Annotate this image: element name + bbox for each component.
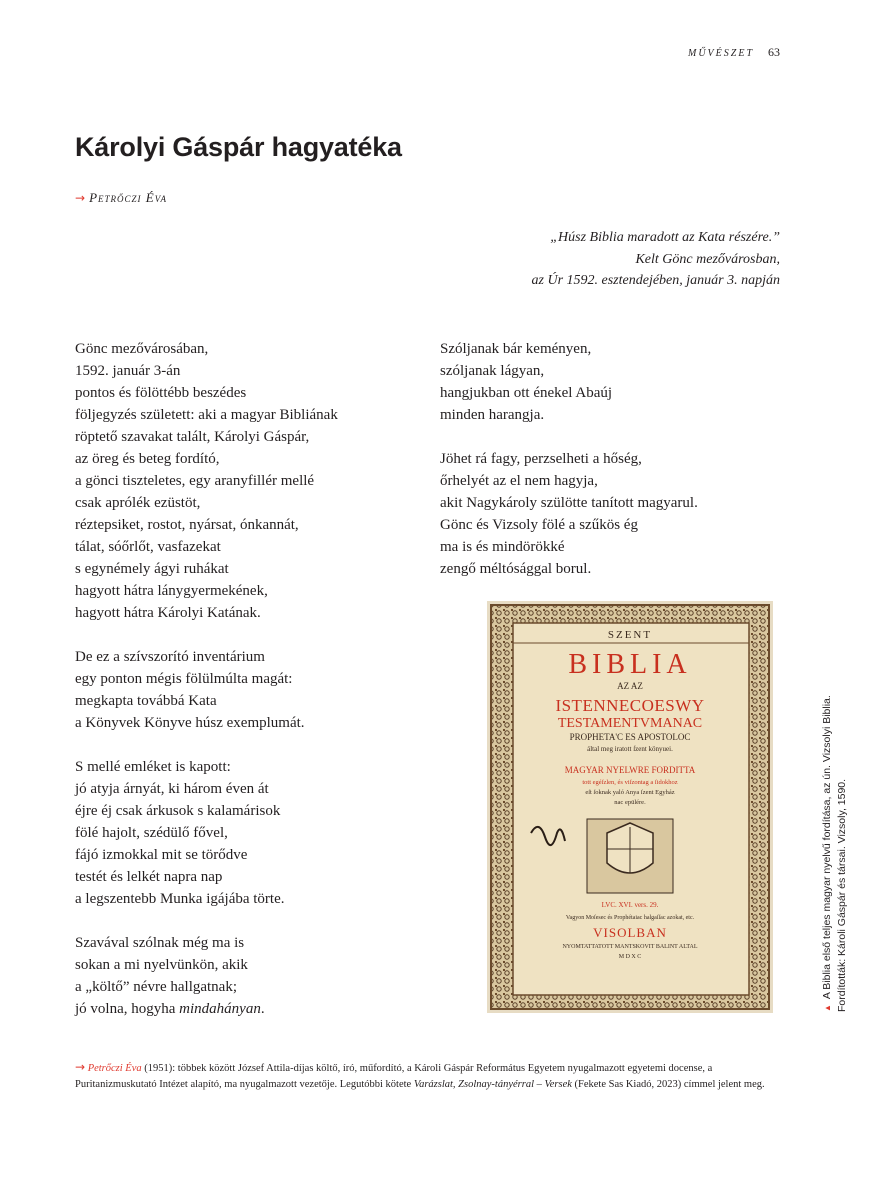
bible-title-page-image <box>487 601 773 1013</box>
poem-line: őrhelyét az el nem hagyja, <box>440 473 598 489</box>
fig-line: Vagyon Moſesec és Prophétaiac halgaſſac azokat, etc. <box>565 915 695 921</box>
author-footnote <box>75 1059 785 1093</box>
article-title: Károlyi Gáspár hagyatéka <box>75 132 402 162</box>
fig-line: BIBLIA <box>568 649 692 680</box>
footnote-text: (1951): többek között József Attila-díjas költő, író, műfordító, a Károli Gáspár Református Egyetem nyugalmazott egyetemi docense, a Puritanizmuskutató Intézet alapító, ma nyugalmazott vezetője. Legutóbbi kötete <box>75 1063 713 1090</box>
stanza <box>440 448 780 580</box>
poem-line: éjre éj csak árkusok s kalamárisok <box>75 803 281 819</box>
poem-line: röptető szavakat talált, Károlyi Gáspár, <box>75 429 310 445</box>
poem-line: minden harangja. <box>440 407 545 423</box>
bible-title-page-illustration <box>487 601 773 1013</box>
poem-line <box>75 998 415 1020</box>
poem-line: testét és lelkét napra nap <box>75 869 223 885</box>
poem-line: S mellé emléket is kapott: <box>75 759 231 775</box>
fig-line: M D X C <box>618 954 642 960</box>
poem-line: a legszentebb Munka igájába törte. <box>75 891 285 907</box>
poem-line: tálat, sóőrlőt, vasfazekat <box>75 539 221 555</box>
poem-line: a Könyvek Könyve húsz exemplumát. <box>75 715 305 731</box>
poem-line-period: . <box>260 1001 265 1017</box>
running-head <box>688 45 780 60</box>
poem-line: egy ponton mégis fölülmúlta magát: <box>75 671 293 687</box>
footnote-book-title: Varázslat, Zsolnay-tányérral – Versek <box>413 1079 572 1090</box>
epigraph-line: Kelt Gönc mezővárosban, <box>635 251 780 267</box>
fig-line: tott egéſzlen, és viſzontag a ſidokhoz <box>582 779 678 786</box>
poem-line: Szóljanak bár keményen, <box>440 341 592 357</box>
poem-line: Jöhet rá fagy, perzselheti a hőség, <box>440 451 642 467</box>
poem-line: Gönc és Vizsoly fölé a szűkös ég <box>440 517 638 533</box>
poem-line: Gönc mezővárosában, <box>75 341 209 357</box>
footnote-text-end: (Fekete Sas Kiadó, 2023) címmel jelent meg. <box>571 1079 765 1090</box>
author-byline <box>75 190 167 206</box>
stanza <box>440 338 780 426</box>
poem-line-emphasis: mindahányan <box>179 1001 261 1017</box>
poem-line: zengő méltósággal borul. <box>440 561 592 577</box>
poem-line-text: jó volna, hogyha <box>75 1001 180 1017</box>
poem-line: 1592. január 3-án <box>75 363 181 379</box>
poem-column-left <box>75 338 415 1042</box>
poem-line: az öreg és beteg fordító, <box>75 451 220 467</box>
poem-line: hagyott hátra Károlyi Katának. <box>75 605 261 621</box>
stanza <box>75 338 415 624</box>
poem-line: csak aprólék ezüstöt, <box>75 495 201 511</box>
poem-line: Szavával szólnak még ma is <box>75 935 245 951</box>
stanza <box>75 646 415 734</box>
fig-line: ISTENNECOESWY <box>555 696 705 715</box>
stanza <box>75 932 415 1020</box>
poem-line: s egynémely ágyi ruhákat <box>75 561 229 577</box>
fig-line: által meg iratott ſzent könyuei. <box>587 745 673 753</box>
poem-line: a „költő” névre hallgatnak; <box>75 979 238 995</box>
author-name: Petrőczi Éva <box>89 190 168 205</box>
footnote-author-name: Petrőczi Éva <box>87 1063 142 1074</box>
fig-line: SZENT <box>607 629 653 641</box>
poem-line: jó atyja árnyát, ki három éven át <box>75 781 269 797</box>
fig-line: LVC. XVI. vers. 29. <box>601 901 659 909</box>
caption-text: A Biblia első teljes magyar nyelvű fordítása, az ún. Vizsolyi Biblia. <box>821 695 833 1000</box>
poem-line: ma is és mindörökké <box>440 539 565 555</box>
poem-line: pontos és fölöttébb beszédes <box>75 385 247 401</box>
poem-line: hangjukban ott énekel Abaúj <box>440 385 613 401</box>
poem-line: följegyzés született: aki a magyar Bibliának <box>75 407 338 423</box>
fig-line: nac epülére. <box>614 799 646 806</box>
poem-line: akit Nagykároly szülötte tanított magyarul. <box>440 495 698 511</box>
poem-line: sokan a mi nyelvünkön, akik <box>75 957 248 973</box>
fig-line: eſt ſoknak yaló Anya ſzent Egyház <box>585 789 675 796</box>
poem-line: a gönci tiszteletes, egy aranyfillér mellé <box>75 473 315 489</box>
page-number: 63 <box>768 45 780 59</box>
fig-line: TESTAMENTVMANAC <box>557 716 703 731</box>
poem-line: szóljanak lágyan, <box>440 363 545 379</box>
caption-line-1 <box>820 682 835 1012</box>
fig-line: VISOLBAN <box>593 925 667 940</box>
stanza <box>75 756 415 910</box>
triangle-marker-icon: ▲ <box>823 1004 832 1012</box>
epigraph-line: „Húsz Biblia maradott az Kata részére.” <box>550 230 780 245</box>
poem-line: De ez a szívszorító inventárium <box>75 649 265 665</box>
poem-line: réztepsiket, rostot, nyársat, ónkannát, <box>75 517 299 533</box>
figure-caption <box>820 682 849 1012</box>
fig-line: MAGYAR NYELWRE FORDITTA <box>564 765 696 775</box>
section-name: MŰVÉSZET <box>688 48 754 59</box>
poem-line: megkapta továbbá Kata <box>75 693 217 709</box>
fig-line: PROPHETA'C ES APOSTOLOC <box>569 732 691 742</box>
poem-line: fölé hajolt, szédülő fővel, <box>75 825 228 841</box>
epigraph <box>532 227 780 292</box>
fig-line: AZ AZ <box>617 681 643 691</box>
epigraph-line: az Úr 1592. esztendejében, január 3. napján <box>531 273 780 288</box>
poem-line: hagyott hátra lánygyermekének, <box>75 583 268 599</box>
arrow-icon: → <box>75 1060 86 1074</box>
poem-column-right <box>440 338 780 602</box>
arrow-icon: → <box>75 191 86 205</box>
poem-line: fájó izmokkal mit se törődve <box>75 847 248 863</box>
fig-line: NYOMTATTATOTT MANTSKOVIT BALINT ALTAL <box>562 944 698 950</box>
caption-line-2: Fordították: Károli Gáspár és társai. Vizsoly, 1590. <box>836 778 848 1012</box>
